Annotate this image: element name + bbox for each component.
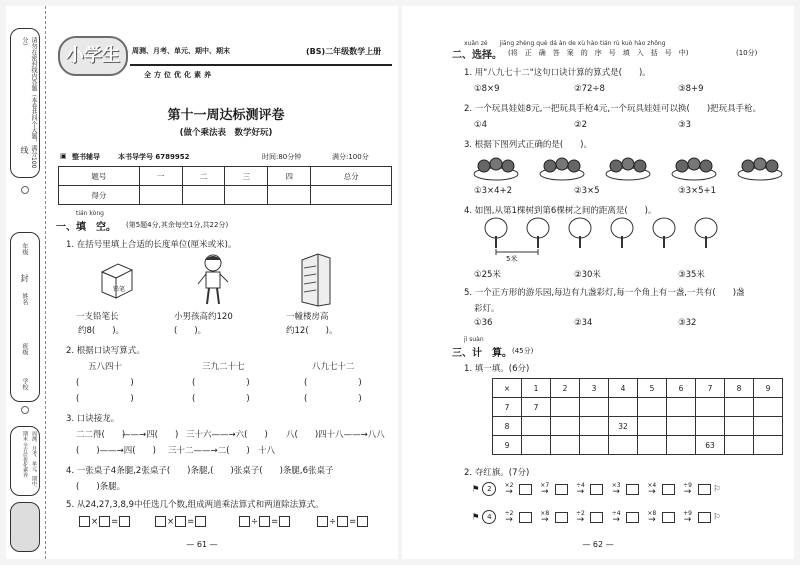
grid-cell: 7 [522, 398, 551, 417]
s2-q5-cont: 彩灯。 [474, 304, 500, 314]
q5-equation-1[interactable]: × = [78, 516, 131, 527]
s2-q2-opt2[interactable]: ②2 [574, 120, 588, 130]
chain-1-box[interactable] [626, 484, 639, 495]
header-sub: 全方位优化素养 [144, 71, 214, 79]
score-cell[interactable] [182, 186, 225, 205]
grid-cell[interactable] [609, 398, 638, 417]
q5-equation-3[interactable]: ÷ = [238, 516, 291, 527]
field-class: 班级 [21, 343, 28, 355]
score-row-label: 得分 [59, 186, 140, 205]
q2-blank[interactable]: ( ) [192, 394, 250, 404]
chain-2-box[interactable] [626, 512, 639, 523]
grid-row-label: 7 [493, 398, 522, 417]
grid-cell[interactable] [551, 398, 580, 417]
q3-chain-1c[interactable]: 三十六——→六( ) [186, 430, 268, 440]
score-table [58, 166, 392, 205]
chain-2 [472, 510, 721, 524]
s2-q1-opt1[interactable]: ①8×9 [474, 84, 500, 94]
s3-q2: 2. 夺红旗。(7分) [464, 468, 530, 478]
pencil-box-illustration [98, 260, 134, 300]
grid-cell[interactable] [725, 398, 754, 417]
s2-q5-opt3[interactable]: ③32 [678, 318, 697, 328]
grid-cell: 3 [580, 379, 609, 398]
s2-q3-opt1[interactable]: ①3×4+2 [474, 186, 513, 196]
header-tags: 周测、月考、单元、期中、期末 [132, 47, 230, 55]
grid-cell: 6 [667, 379, 696, 398]
score-header: 一 [139, 167, 182, 186]
tree-row-illustration [484, 216, 724, 260]
q2-blank[interactable]: ( ) [192, 378, 250, 388]
s2-q4-opt2[interactable]: ②30米 [574, 270, 601, 280]
q3-chain-2a[interactable]: ( )——→四( ) [76, 446, 156, 456]
s2-q5-opt1[interactable]: ①36 [474, 318, 493, 328]
brand-logo: 小学生 [58, 36, 128, 76]
grid-cell[interactable] [638, 436, 667, 455]
chain-1-op: ÷4 → [570, 482, 590, 496]
grid-cell: 9 [754, 379, 783, 398]
s2-q5-opt2[interactable]: ②34 [574, 318, 593, 328]
score-header: 四 [268, 167, 311, 186]
binding-hole [21, 406, 29, 414]
page-number-left: — 61 — [186, 540, 218, 549]
chain-1-box[interactable] [555, 484, 568, 495]
s2-q1-opt3[interactable]: ③8+9 [678, 84, 704, 94]
grade-label: (BS)二年级数学上册 [306, 47, 382, 56]
binding-strip [6, 6, 46, 559]
qr-icon: ▣ [60, 152, 67, 160]
grid-cell: 7 [696, 379, 725, 398]
s2-q5: 5. 一个正方形的游乐园,每边有九盏彩灯,每一个角上有一盏,一共有( )盏 [464, 288, 745, 298]
q1-blank-building[interactable]: 约12( )。 [286, 326, 338, 336]
time-limit: 时间:80分钟 [262, 153, 302, 161]
tree-distance-label: 5米 [506, 255, 518, 263]
grid-cell: 4 [609, 379, 638, 398]
grid-row-label: 9 [493, 436, 522, 455]
brand-box [10, 426, 40, 496]
grid-cell[interactable] [551, 436, 580, 455]
q4-text[interactable]: 4. 一张桌子4条腿,2张桌子( )条腿,( )张桌子( )条腿,6张桌子 [66, 466, 334, 476]
score-header: 题号 [59, 167, 140, 186]
q2-chant-1: 五八四十 [88, 362, 123, 372]
q5-equation-4[interactable]: ÷ = [316, 516, 369, 527]
seal-word: 封 [20, 274, 29, 282]
q2-blank[interactable]: ( ) [76, 394, 134, 404]
s2-q4-opt1[interactable]: ①25米 [474, 270, 501, 280]
s2-q4: 4. 如图,从第1棵树到第6棵树之间的距离是( )。 [464, 206, 657, 216]
grid-cell: 1 [522, 379, 551, 398]
grid-cell[interactable] [609, 436, 638, 455]
chain-1-box[interactable] [590, 484, 603, 495]
score-header: 二 [182, 167, 225, 186]
grid-cell[interactable] [667, 398, 696, 417]
chain-1-op: ×3 → [606, 482, 626, 496]
q2-chant-3: 八九七十二 [312, 362, 355, 372]
left-page [6, 6, 398, 559]
q2-chant-2: 三九二十七 [202, 362, 245, 372]
section1-pinyin: tián kòng [76, 210, 104, 217]
chain-2-start: 4 [482, 510, 496, 524]
score-header: 总分 [311, 167, 392, 186]
full-score: 满分:100分 [332, 153, 369, 161]
field-school: 学校 [21, 378, 28, 390]
q2-blank[interactable]: ( ) [304, 378, 362, 388]
chain-2-box[interactable] [590, 512, 603, 523]
boy-illustration [196, 252, 230, 308]
section3-title: 三、计 算。 [452, 348, 512, 359]
q5-equation-2[interactable]: × = [154, 516, 207, 527]
multiplication-grid [492, 378, 783, 455]
score-cell[interactable] [268, 186, 311, 205]
q5-text: 5. 从24,27,3,8,9中任选几个数,组成两道乘法算式和两道除法算式。 [66, 500, 324, 510]
s2-q1-opt2[interactable]: ②72÷8 [574, 84, 605, 94]
q3-chain-2b[interactable]: 三十二——→二( ) [168, 446, 250, 456]
binding-hole [21, 186, 29, 194]
grid-cell[interactable] [638, 398, 667, 417]
chain-1-op: ×4 → [642, 482, 662, 496]
grid-cell[interactable] [551, 417, 580, 436]
s2-q4-opt3[interactable]: ③35米 [678, 270, 705, 280]
score-header: 三 [225, 167, 268, 186]
notice-box [10, 28, 40, 178]
right-page [402, 6, 794, 559]
chain-2-op: ÷2 → [499, 510, 519, 524]
grid-row-label: 8 [493, 417, 522, 436]
qr-label: 整书辅导 [72, 153, 100, 161]
s3-q1: 1. 填一填。(6分) [464, 364, 530, 374]
page-subtitle: (做个乘法表 数学好玩) [179, 128, 273, 138]
student-info-box [10, 232, 40, 402]
chain-2-op: ×8 → [535, 510, 555, 524]
grid-header-label: × [493, 379, 522, 398]
grid-cell: 5 [638, 379, 667, 398]
field-name: 姓名 [21, 293, 28, 305]
brand-footer: 周测、月考、单元、期中、期末 全方位优化素养 [22, 431, 37, 491]
q1-blank-pencil[interactable]: 约8( )。 [78, 326, 125, 336]
s2-q2: 2. 一个玩具娃娃8元,一把玩具手枪4元,一个玩具娃娃可以换( )把玩具手枪。 [464, 104, 762, 114]
pencil-box-label: 铅笔 [113, 286, 126, 293]
apple-plates-illustration [472, 152, 788, 182]
s2-q3-opt2[interactable]: ②3×5 [574, 186, 600, 196]
grid-cell: 8 [725, 379, 754, 398]
q2-blank[interactable]: ( ) [76, 378, 134, 388]
score-cell[interactable] [225, 186, 268, 205]
chain-1-op: ×7 → [535, 482, 555, 496]
section3-pinyin: jì suàn [464, 336, 484, 343]
chain-1 [472, 482, 721, 496]
guide-number: 本书导学号 6789952 [118, 153, 190, 161]
chain-2-op: ÷4 → [606, 510, 626, 524]
s2-q2-opt1[interactable]: ①4 [474, 120, 488, 130]
q1-blank-boy[interactable]: ( )。 [174, 326, 207, 336]
chain-2-op: ×8 → [642, 510, 662, 524]
grid-cell[interactable] [754, 417, 783, 436]
s2-q3-opt3[interactable]: ③3×5+1 [678, 186, 717, 196]
chain-2-box[interactable] [519, 512, 532, 523]
q2-text: 2. 根据口诀写算式。 [66, 346, 145, 356]
q3-chain-1b[interactable]: ——→四( ) [122, 430, 179, 440]
red-flag-icon: ⚐ [713, 484, 721, 495]
q1-caption-pencil: 一支铅笔长 [76, 312, 119, 322]
section2-score: (10分) [736, 49, 758, 57]
section1-title: 一、填 空。 [56, 222, 116, 233]
chain-1-box[interactable] [698, 484, 711, 495]
q1-caption-boy: 小男孩高约120 [174, 312, 233, 322]
chain-2-box[interactable] [662, 512, 675, 523]
section2-pinyin: xuǎn zé jiāng zhèng què dá àn de xù hào tián rù kuò hào zhōng [464, 40, 666, 47]
section2-instruction: (将 正 确 答 案 的 序 号 填 入 括 号 中) [508, 49, 689, 57]
q2-blank[interactable]: ( ) [304, 394, 362, 404]
chain-1-box[interactable] [519, 484, 532, 495]
chain-1-box[interactable] [662, 484, 675, 495]
q1-text: 1. 在括号里填上合适的长度单位(厘米或米)。 [66, 240, 237, 250]
binding-notice: 请勿在密封线内答题（本卷共四个大题，满分100分） [21, 37, 37, 169]
section3-score: (45分) [512, 347, 534, 355]
chain-1-op: ×2 → [499, 482, 519, 496]
grid-cell[interactable] [725, 417, 754, 436]
q1-caption-building: 一幢楼房高 [286, 312, 329, 322]
s2-q2-opt3[interactable]: ③3 [678, 120, 692, 130]
grid-cell[interactable] [522, 417, 551, 436]
page-number-right: — 62 — [582, 540, 614, 549]
grid-cell: 2 [551, 379, 580, 398]
grid-cell[interactable] [696, 417, 725, 436]
grid-cell: 32 [609, 417, 638, 436]
chain-2-op: ÷2 → [570, 510, 590, 524]
q3-chain-1a[interactable]: 二二得( ) [76, 430, 126, 440]
q3-chain-2c: 十八 [258, 446, 276, 456]
q3-chain-1d[interactable]: 八( )四十八——→八八 [286, 430, 385, 440]
header-rule [130, 64, 392, 66]
chain-2-box[interactable] [698, 512, 711, 523]
score-cell[interactable] [139, 186, 182, 205]
grid-cell[interactable] [667, 436, 696, 455]
q4-text-cont[interactable]: ( )条腿。 [76, 482, 126, 492]
section1-note: (第5题4分,其余每空1分,共22分) [126, 221, 229, 229]
s2-q3: 3. 根据下图列式正确的是( )。 [464, 140, 592, 150]
grid-cell[interactable] [580, 417, 609, 436]
chain-1-start: 2 [482, 482, 496, 496]
line-word: 线 [20, 146, 29, 154]
grid-cell[interactable] [522, 436, 551, 455]
red-flag-icon: ⚐ [713, 512, 721, 523]
grid-cell[interactable] [667, 417, 696, 436]
field-grade: 年级 [21, 243, 28, 255]
flag-icon: ⚑ [472, 484, 480, 495]
flag-icon: ⚑ [472, 512, 480, 523]
section2-title: 二、选择。 [452, 50, 502, 61]
page-title: 第十一周达标测评卷 [167, 108, 285, 123]
grid-cell[interactable] [580, 436, 609, 455]
score-cell[interactable] [311, 186, 392, 205]
grid-cell: 63 [696, 436, 725, 455]
chain-2-op: +9 → [678, 510, 698, 524]
chain-2-box[interactable] [555, 512, 568, 523]
grid-cell[interactable] [754, 436, 783, 455]
chain-1-op: ÷9 → [678, 482, 698, 496]
building-illustration [298, 252, 334, 308]
grid-cell[interactable] [638, 417, 667, 436]
q3-text: 3. 口诀接龙。 [66, 414, 120, 424]
grid-cell[interactable] [580, 398, 609, 417]
grid-cell[interactable] [754, 398, 783, 417]
grid-cell[interactable] [725, 436, 754, 455]
s2-q1: 1. 用"八九七十二"这句口诀计算的算式是( )。 [464, 68, 651, 78]
grid-cell[interactable] [696, 398, 725, 417]
